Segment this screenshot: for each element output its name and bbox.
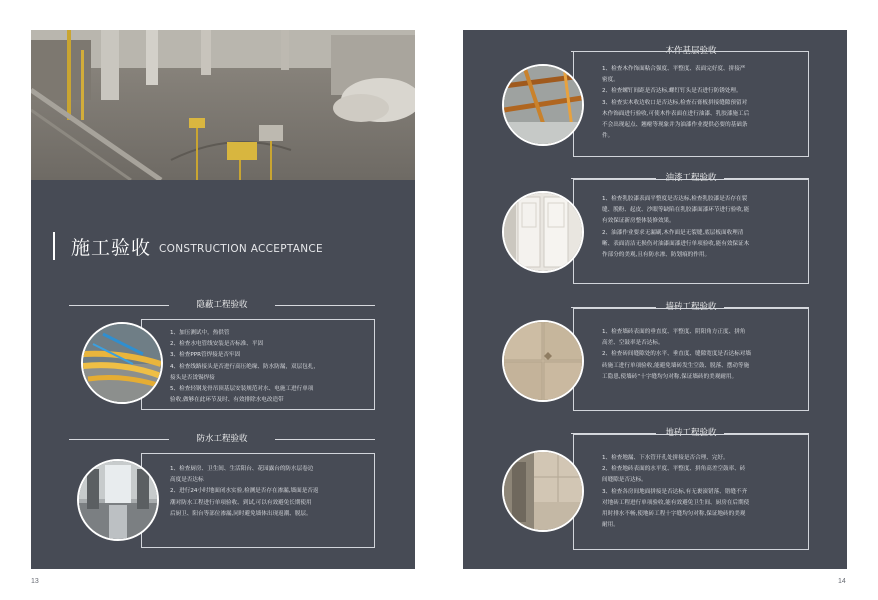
- section-header: [69, 432, 375, 446]
- construction-site-photo: [31, 30, 415, 180]
- text-line: 接头是否烫锡焊接: [170, 374, 215, 381]
- text-line: 不会出现起点、翘瘪等现象并为油漆作业提供必要的基础条: [602, 122, 748, 129]
- section-text-box: [141, 319, 375, 410]
- section-text: [602, 453, 798, 531]
- text-line: 1、加压测试中，热供管: [170, 330, 230, 336]
- text-line: 2、油漆作业要求无漏刷,木作面是无裂缝,底层板面收理清: [602, 229, 744, 236]
- text-line: 2、检查水电管线安装是否标准、平固: [170, 341, 264, 348]
- text-line: 作部分的美观,且有防水渗、防划痕的作用。: [602, 252, 711, 259]
- title-accent-bar: [53, 232, 55, 260]
- text-line: 砖施工进行单项验收,能避免墙砖发生空鼓、脱落、摆动等施: [602, 362, 750, 369]
- text-line: 有效保证新房整体装修效果。: [602, 218, 675, 225]
- text-line: 1、检查地漏、下水管开孔处拼接是否合理、完好。: [602, 455, 729, 461]
- section-title: 防水工程验收: [196, 434, 248, 444]
- text-line: 晰、表面清洁无损伤对油漆面漆进行单项验收,能有效保证木: [602, 240, 750, 247]
- section-title: 地砖工程验收: [665, 428, 717, 438]
- text-line: 密度。: [602, 77, 619, 84]
- section-text: [602, 194, 798, 261]
- section-text: [602, 64, 798, 142]
- text-line: 4、检查线路接头是否进行高压绝缘、防水防漏，双层包扎，: [170, 363, 319, 370]
- text-line: 2、进行24小时地面闭水实验,检测是否存在渗漏,墙面是否返: [170, 488, 319, 495]
- text-line: 2、检查地砖表面的水平度、平整度、拼角高差空鼓率、砖: [602, 466, 746, 473]
- page-number-left: 13: [31, 578, 39, 585]
- text-line: 5、检查轻钢龙骨吊顶基层安装规范对水、电施工进行单项: [170, 386, 314, 393]
- page-subtitle: CONSTRUCTION ACCEPTANCE: [159, 243, 323, 255]
- text-line: 件。: [602, 133, 614, 140]
- text-line: 木作饰面进行验收,可使木作表面在进行油漆、乳胶漆施工后: [602, 110, 750, 117]
- section-header: [69, 298, 375, 312]
- page-title: 施工验收: [71, 236, 152, 259]
- floor-tile-photo: [502, 450, 584, 532]
- painted-door-photo: [502, 191, 584, 273]
- text-line: 缝、脱粉、起皮、沙眼等缺陷在乳胶漆面漆环节进行验收,能: [602, 207, 750, 214]
- section-title: 油漆工程验收: [665, 173, 717, 183]
- text-line: 3、检查实木收边收口是否达标,检查石膏板拼接缝隙预留对: [602, 99, 748, 106]
- section-title: 木作基层验收: [665, 46, 717, 56]
- text-line: 耐用。: [602, 522, 619, 529]
- text-line: 高差、空鼓率是否达标。: [602, 340, 664, 347]
- section-text-box: [573, 434, 809, 550]
- section-waterproofing: [69, 432, 375, 556]
- text-line: 2、检查砖间缝隙处的水平、垂直度、缝隙宽度是否达标对墙: [602, 351, 751, 358]
- text-line: 间缝隙是否达标。: [602, 477, 647, 484]
- section-text: [170, 464, 364, 520]
- text-line: 验收,做够在此环节及时、有效排除水电改造带: [170, 397, 284, 404]
- section-wall-tiles: [503, 300, 809, 414]
- section-text: [170, 328, 364, 406]
- text-line: 1、检查乳胶漆表面平整度是否达标,检查乳胶漆是否存在裂: [602, 196, 748, 202]
- page-title-block: [53, 232, 323, 260]
- text-line: 3、检查PPR管焊接是否牢固: [170, 352, 241, 359]
- section-text-box: [141, 453, 375, 548]
- wall-tile-photo: [502, 320, 584, 402]
- text-line: 潮对防水工程进行单项验收、到试,可以有效避免长期使用: [170, 499, 312, 506]
- bathroom-waterproof-photo: [77, 459, 159, 541]
- section-text-box: [573, 51, 809, 157]
- section-woodwork: [503, 44, 809, 158]
- pipe-installation-photo: [81, 322, 163, 404]
- section-floor-tiles: [503, 426, 809, 556]
- section-title: 隐蔽工程验收: [196, 300, 248, 310]
- text-line: 1、检查厨房、卫生间、生活阳台、花园露台的防水层卷边: [170, 466, 314, 472]
- text-line: 工隐患,使墙砖“十字缝均匀对称,保证墙砖的美观耐用。: [602, 373, 738, 380]
- text-line: 用时排水不畅,使地砖工程十字缝均匀对称,保证地砖的美观: [602, 511, 746, 518]
- text-line: 2、检查螺钉间距是否达标,螺钉钉头是否进行防锈处理。: [602, 88, 742, 95]
- section-painting: [503, 171, 809, 287]
- section-text-box: [573, 179, 809, 284]
- left-page: [31, 30, 415, 569]
- section-text: [602, 327, 798, 383]
- text-line: 对地砖工程进行单项验收,能有效避免卫生间、厨房在后期使: [602, 499, 750, 506]
- page-number-right: 14: [838, 578, 846, 585]
- section-text-box: [573, 308, 809, 411]
- text-line: 1、检查木作饰面粘合强度、平整度、表面完好度、拼接严: [602, 66, 746, 72]
- section-title: 墙砖工程验收: [665, 302, 717, 312]
- text-line: 高度是否达标: [170, 477, 204, 484]
- right-page: [463, 30, 847, 569]
- wood-frame-photo: [502, 64, 584, 146]
- text-line: 1、检查墙砖表面的垂直度、平整度、阴阳角方正度、拼角: [602, 329, 746, 335]
- text-line: 3、检查各房间地面拼接是否达标,有无裹滚错落、错缝不齐: [602, 488, 748, 495]
- text-line: 后厨卫、阳台等部位渗漏,同时避免墙体出现返潮、脱层。: [170, 510, 312, 517]
- section-hidden-works: [69, 298, 375, 418]
